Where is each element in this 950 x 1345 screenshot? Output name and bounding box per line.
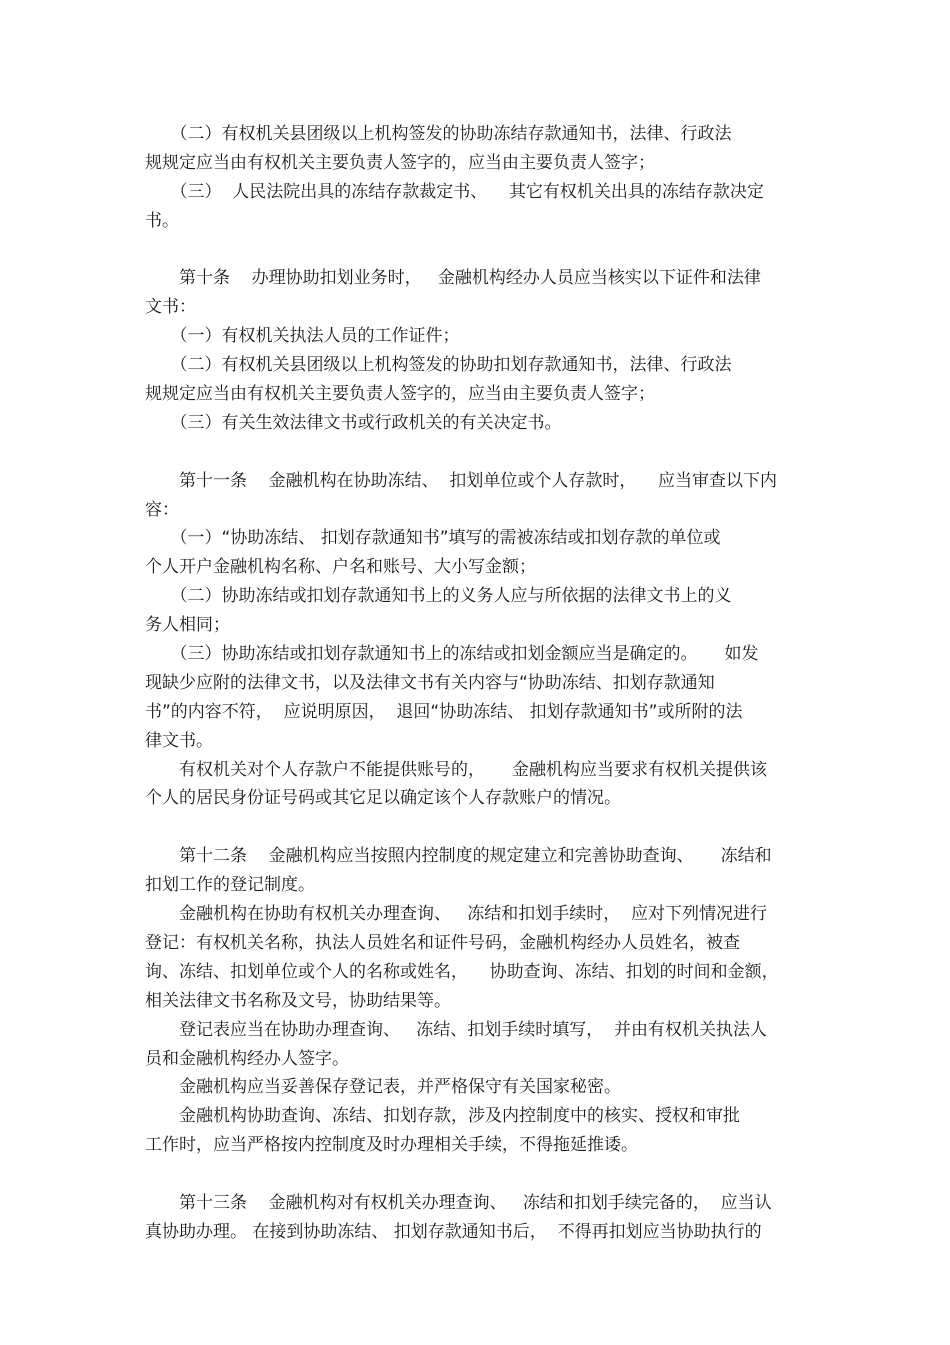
text-line: （一）“协助冻结、 扣划存款通知书”填写的需被冻结或扣划存款的单位或 (145, 528, 721, 549)
text-line: （三） 人民法院出具的冻结存款裁定书、 其它有权机关出具的冻结存款决定 (145, 181, 764, 202)
text-line: 第十二条 金融机构应当按照内控制度的规定建立和完善协助查询、 冻结和 (145, 846, 772, 867)
text-line: 登记表应当在协助办理查询、 冻结、扣划手续时填写， 并由有权机关执法人 (145, 1019, 768, 1040)
text-line: 规规定应当由有权机关主要负责人签字的，应当由主要负责人签字； (145, 152, 655, 173)
text-line: 个人的居民身份证号码或其它足以确定该个人存款账户的情况。 (145, 788, 621, 809)
paragraph-gap (145, 1160, 810, 1189)
text-line: 金融机构协助查询、冻结、扣划存款，涉及内控制度中的核实、授权和审批 (145, 1106, 740, 1127)
text-line: 文书： (145, 297, 196, 318)
text-line: 扣划工作的登记制度。 (145, 875, 315, 896)
paragraph-gap (145, 236, 810, 265)
text-line: 金融机构在协助有权机关办理查询、 冻结和扣划手续时， 应对下列情况进行 (145, 904, 768, 925)
text-line: 现缺少应附的法律文书，以及法律文书有关内容与“协助冻结、扣划存款通知 (145, 672, 715, 693)
text-line: （二）有权机关县团级以上机构签发的协助冻结存款通知书，法律、行政法 (145, 124, 732, 144)
text-line: 真协助办理。 在接到协助冻结、 扣划存款通知书后， 不得再扣划应当协助执行的 (145, 1221, 762, 1242)
text-line: 金融机构应当妥善保存登记表，并严格保守有关国家秘密。 (145, 1077, 621, 1098)
text-line: （二）有权机关县团级以上机构签发的协助扣划存款通知书，法律、行政法 (145, 355, 732, 376)
text-line: （三）有关生效法律文书或行政机关的有关决定书。 (145, 412, 562, 433)
text-line: 第十三条 金融机构对有权机关办理查询、 冻结和扣划手续完备的， 应当认 (145, 1192, 772, 1213)
text-line: 务人相同； (145, 615, 230, 636)
text-line: 询、冻结、扣划单位或个人的名称或姓名， 协助查询、冻结、扣划的时间和金额， (145, 961, 779, 982)
text-line: 登记：有权机关名称，执法人员姓名和证件号码，金融机构经办人员姓名，被查 (145, 932, 740, 953)
document-body (145, 120, 810, 1247)
text-line: 有权机关对个人存款户不能提供账号的， 金融机构应当要求有权机关提供该 (145, 759, 768, 780)
text-line: 书。 (145, 210, 179, 231)
text-line: （一）有权机关执法人员的工作证件； (145, 326, 460, 347)
text-line: 规规定应当由有权机关主要负责人签字的，应当由主要负责人签字； (145, 384, 655, 405)
text-line: 相关法律文书名称及文号，协助结果等。 (145, 990, 451, 1011)
text-line: 容： (145, 499, 179, 520)
text-line: 工作时，应当严格按内控制度及时办理相关手续，不得拖延推诿。 (145, 1135, 638, 1156)
text-line: 律文书。 (145, 730, 213, 751)
text-line: （二）协助冻结或扣划存款通知书上的义务人应与所依据的法律文书上的义 (145, 586, 732, 607)
text-line: 第十一条 金融机构在协助冻结、 扣划单位或个人存款时， 应当审查以下内 (145, 470, 778, 491)
text-line: 书”的内容不符， 应说明原因， 退回“协助冻结、 扣划存款通知书”或所附的法 (145, 701, 743, 722)
paragraph-gap (145, 438, 810, 467)
text-line: 第十条 办理协助扣划业务时， 金融机构经办人员应当核实以下证件和法律 (145, 268, 761, 289)
text-line: （三）协助冻结或扣划存款通知书上的冻结或扣划金额应当是确定的。 如发 (145, 644, 759, 665)
paragraph-gap (145, 813, 810, 842)
text-line: 个人开户金融机构名称、户名和账号、大小写金额； (145, 557, 536, 578)
text-line: 员和金融机构经办人签字。 (145, 1048, 349, 1069)
